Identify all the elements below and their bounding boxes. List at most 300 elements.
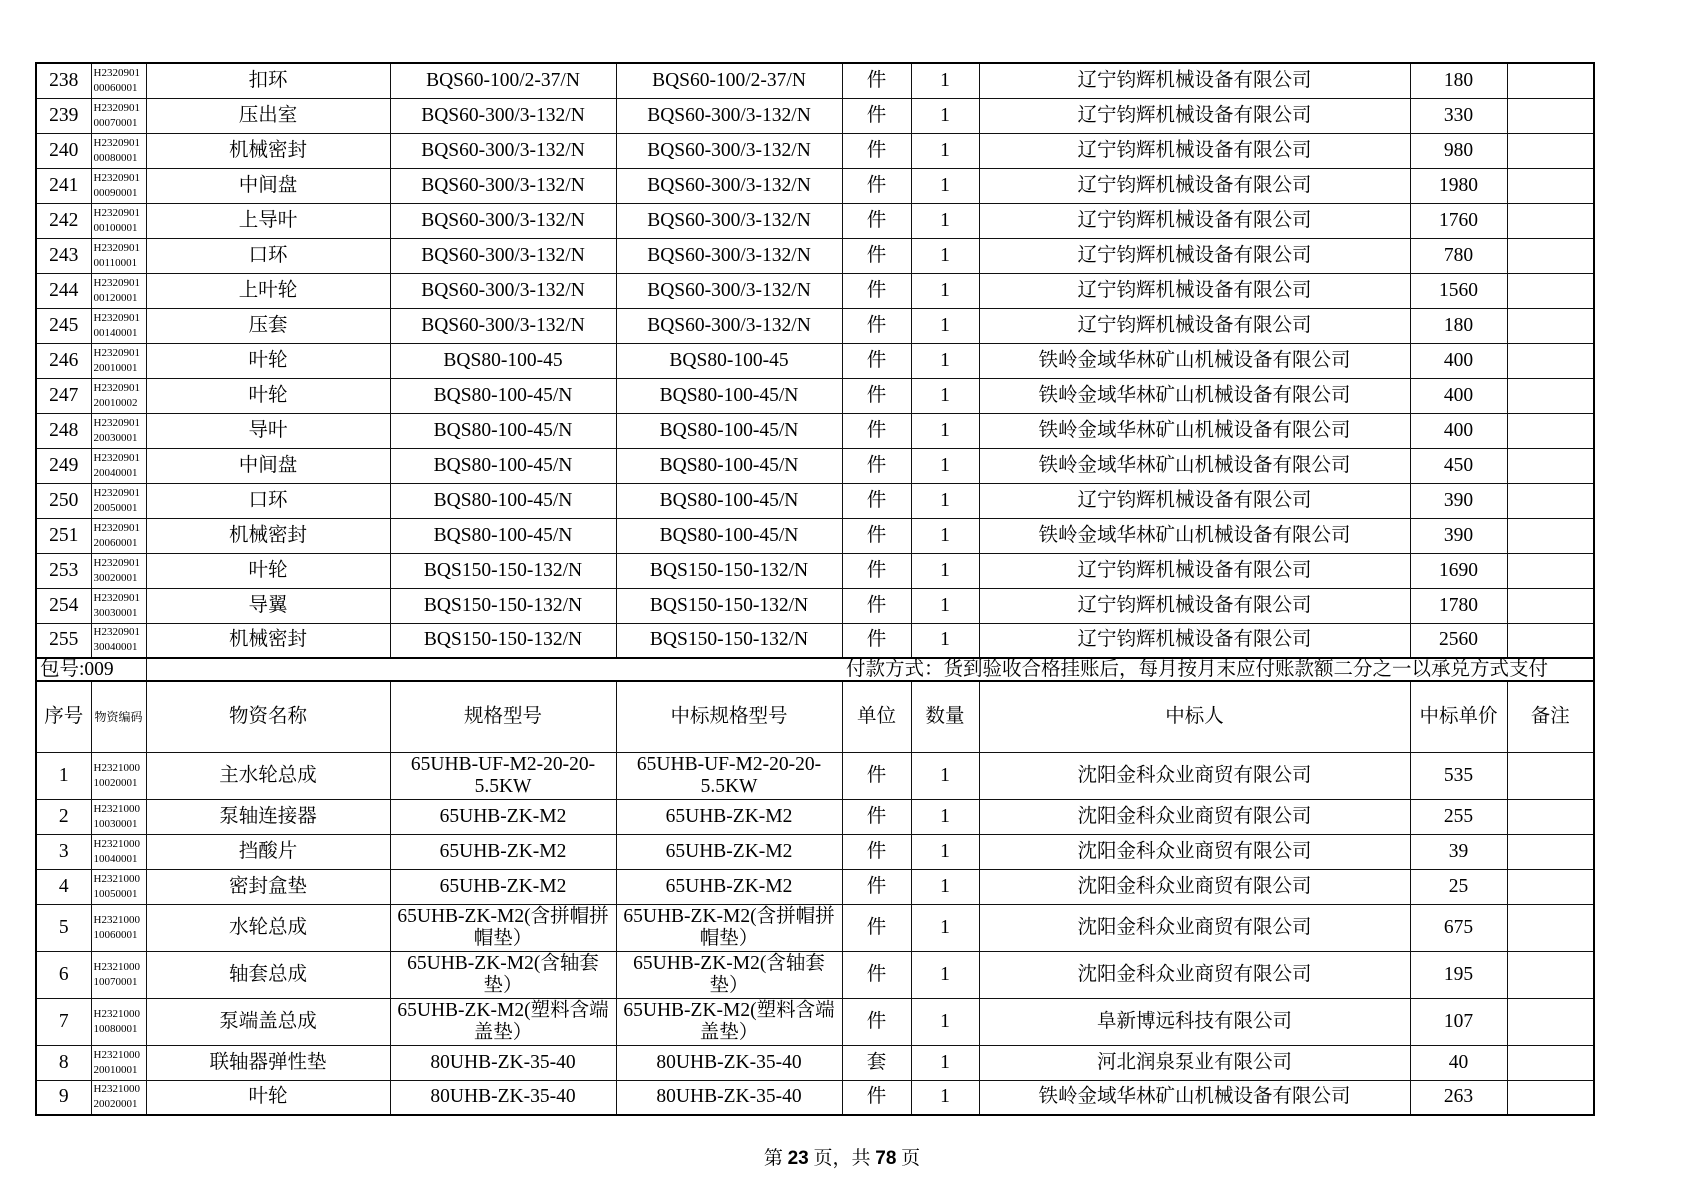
cell-material-code [91, 308, 146, 343]
cell-spec [390, 834, 616, 869]
cell-quantity: 1 [911, 834, 979, 869]
table-row [36, 343, 1594, 378]
cell-winning-spec [616, 413, 842, 448]
cell-seq: 254 [36, 588, 91, 623]
material-code-part-1: H2320901 [93, 276, 140, 289]
cell-material-name: 机械密封 [146, 623, 390, 658]
winning-spec-text: 80UHB-ZK-35-40 [656, 1051, 802, 1073]
cell-winning-bidder: 阜新博远科技有限公司 [979, 998, 1410, 1045]
spec-text: BQS60-300/3-132/N [421, 314, 585, 336]
cell-winning-spec [616, 553, 842, 588]
cell-spec [390, 168, 616, 203]
winning-spec-text: 65UHB-UF-M2-20-20-5.5KW [636, 753, 822, 797]
cell-seq: 255 [36, 623, 91, 658]
cell-spec [390, 518, 616, 553]
cell-winning-spec [616, 518, 842, 553]
cell-unit: 件 [842, 448, 911, 483]
spec-text: BQS60-300/3-132/N [421, 279, 585, 301]
cell-material-name: 中间盘 [146, 448, 390, 483]
cell-winning-spec [616, 63, 842, 98]
table-row [36, 203, 1594, 238]
column-header-quantity: 数量 [911, 681, 979, 752]
bid-results-table [35, 62, 1595, 1116]
cell-unit-price: 107 [1410, 998, 1507, 1045]
cell-seq: 241 [36, 168, 91, 203]
cell-remark [1507, 413, 1594, 448]
material-code-part-1: H2320901 [93, 521, 140, 534]
cell-spec [390, 553, 616, 588]
cell-unit: 件 [842, 951, 911, 998]
cell-winning-bidder: 沈阳金科众业商贸有限公司 [979, 869, 1410, 904]
cell-winning-bidder: 辽宁钧辉机械设备有限公司 [979, 63, 1410, 98]
cell-seq: 9 [36, 1080, 91, 1115]
cell-seq: 244 [36, 273, 91, 308]
cell-material-code [91, 623, 146, 658]
cell-material-code [91, 448, 146, 483]
spec-text: BQS60-300/3-132/N [421, 104, 585, 126]
cell-material-code [91, 63, 146, 98]
spec-text: BQS80-100-45/N [433, 524, 573, 546]
cell-winning-bidder: 铁岭金域华林矿山机械设备有限公司 [979, 1080, 1410, 1115]
cell-material-code [91, 203, 146, 238]
cell-unit: 件 [842, 273, 911, 308]
column-header-remark: 备注 [1507, 681, 1594, 752]
footer-prefix: 第 [763, 1148, 783, 1169]
winning-spec-text: BQS60-300/3-132/N [647, 104, 811, 126]
cell-material-name: 泵轴连接器 [146, 799, 390, 834]
cell-winning-bidder: 沈阳金科众业商贸有限公司 [979, 951, 1410, 998]
cell-spec [390, 133, 616, 168]
spec-text: BQS60-300/3-132/N [421, 174, 585, 196]
cell-quantity: 1 [911, 448, 979, 483]
table-row [36, 448, 1594, 483]
cell-material-name: 中间盘 [146, 168, 390, 203]
material-code-part-1: H2321000 [93, 802, 140, 815]
spec-text: 80UHB-ZK-35-40 [430, 1051, 576, 1073]
material-code-part-2: 00060001 [93, 81, 138, 94]
material-code-part-1: H2321000 [93, 761, 140, 774]
material-code-part-1: H2320901 [93, 486, 140, 499]
cell-quantity: 1 [911, 869, 979, 904]
cell-quantity: 1 [911, 168, 979, 203]
cell-material-code [91, 98, 146, 133]
cell-winning-spec [616, 343, 842, 378]
cell-winning-bidder: 辽宁钧辉机械设备有限公司 [979, 308, 1410, 343]
cell-material-code [91, 869, 146, 904]
table-row [36, 834, 1594, 869]
cell-unit-price: 25 [1410, 869, 1507, 904]
cell-winning-spec [616, 799, 842, 834]
table-row [36, 1080, 1594, 1115]
winning-spec-text: 65UHB-ZK-M2 [665, 875, 793, 897]
material-code-part-1: H2321000 [93, 1048, 140, 1061]
cell-unit: 件 [842, 133, 911, 168]
cell-winning-spec [616, 448, 842, 483]
cell-unit: 件 [842, 799, 911, 834]
spec-text: 65UHB-ZK-M2(塑料含端盖垫） [397, 999, 609, 1043]
cell-seq: 239 [36, 98, 91, 133]
cell-seq: 4 [36, 869, 91, 904]
cell-winning-bidder: 辽宁钧辉机械设备有限公司 [979, 133, 1410, 168]
cell-remark [1507, 588, 1594, 623]
total-pages: 78 [875, 1148, 897, 1169]
material-code-part-1: H2320901 [93, 591, 140, 604]
cell-material-name: 叶轮 [146, 1080, 390, 1115]
winning-spec-text: BQS80-100-45/N [659, 419, 799, 441]
material-code-part-1: H2320901 [93, 556, 140, 569]
material-code-part-2: 10070001 [93, 975, 138, 988]
winning-spec-text: 65UHB-ZK-M2 [665, 840, 793, 862]
cell-material-code [91, 413, 146, 448]
cell-winning-bidder: 辽宁钧辉机械设备有限公司 [979, 238, 1410, 273]
cell-winning-spec [616, 623, 842, 658]
column-header-spec: 规格型号 [390, 681, 616, 752]
cell-unit: 件 [842, 63, 911, 98]
cell-winning-bidder: 铁岭金域华林矿山机械设备有限公司 [979, 378, 1410, 413]
winning-spec-text: 65UHB-ZK-M2(含轴套垫） [633, 952, 825, 996]
table-row [36, 1045, 1594, 1080]
cell-winning-spec [616, 98, 842, 133]
winning-spec-text: BQS150-150-132/N [649, 629, 809, 651]
cell-winning-spec [616, 308, 842, 343]
cell-spec [390, 998, 616, 1045]
cell-material-name: 密封盒垫 [146, 869, 390, 904]
spec-text: BQS60-100/2-37/N [426, 69, 580, 91]
cell-remark [1507, 799, 1594, 834]
cell-unit: 件 [842, 168, 911, 203]
cell-winning-spec [616, 133, 842, 168]
material-code-part-2: 00070001 [93, 116, 138, 129]
cell-winning-bidder: 铁岭金域华林矿山机械设备有限公司 [979, 448, 1410, 483]
cell-quantity: 1 [911, 133, 979, 168]
cell-remark [1507, 448, 1594, 483]
spec-text: BQS60-300/3-132/N [421, 244, 585, 266]
cell-unit: 件 [842, 998, 911, 1045]
table-row [36, 133, 1594, 168]
cell-unit-price: 1560 [1410, 273, 1507, 308]
package-spacer [146, 658, 842, 681]
cell-quantity: 1 [911, 273, 979, 308]
cell-material-name: 机械密封 [146, 133, 390, 168]
material-code-part-2: 10020001 [93, 776, 138, 789]
cell-unit: 件 [842, 308, 911, 343]
cell-remark [1507, 203, 1594, 238]
cell-unit-price: 400 [1410, 378, 1507, 413]
cell-winning-spec [616, 1045, 842, 1080]
cell-quantity: 1 [911, 413, 979, 448]
table-row [36, 98, 1594, 133]
cell-quantity: 1 [911, 1045, 979, 1080]
spec-text: BQS150-150-132/N [423, 559, 583, 581]
cell-remark [1507, 343, 1594, 378]
cell-winning-bidder: 河北润泉泵业有限公司 [979, 1045, 1410, 1080]
spec-text: 65UHB-ZK-M2 [439, 805, 567, 827]
cell-unit: 件 [842, 413, 911, 448]
cell-winning-bidder: 辽宁钧辉机械设备有限公司 [979, 553, 1410, 588]
cell-unit-price: 1690 [1410, 553, 1507, 588]
cell-spec [390, 951, 616, 998]
winning-spec-text: BQS60-300/3-132/N [647, 139, 811, 161]
material-code-part-1: H2321000 [93, 913, 140, 926]
package-009-info [36, 658, 1594, 752]
winning-spec-text: BQS60-300/3-132/N [647, 279, 811, 301]
cell-winning-bidder: 沈阳金科众业商贸有限公司 [979, 752, 1410, 799]
cell-material-name: 压套 [146, 308, 390, 343]
material-code-part-2: 20050001 [93, 501, 138, 514]
cell-quantity: 1 [911, 623, 979, 658]
cell-material-code [91, 834, 146, 869]
table-row [36, 951, 1594, 998]
cell-material-name: 水轮总成 [146, 904, 390, 951]
table-row [36, 413, 1594, 448]
material-code-part-1: H2320901 [93, 241, 140, 254]
winning-spec-text: BQS80-100-45/N [659, 489, 799, 511]
winning-spec-text: BQS60-300/3-132/N [647, 244, 811, 266]
cell-unit-price: 255 [1410, 799, 1507, 834]
cell-unit: 件 [842, 343, 911, 378]
cell-material-name: 轴套总成 [146, 951, 390, 998]
material-code-part-2: 10030001 [93, 817, 138, 830]
cell-remark [1507, 553, 1594, 588]
cell-material-code [91, 752, 146, 799]
cell-unit-price: 195 [1410, 951, 1507, 998]
material-code-part-2: 20010001 [93, 361, 138, 374]
cell-unit-price: 180 [1410, 63, 1507, 98]
cell-winning-bidder: 辽宁钧辉机械设备有限公司 [979, 168, 1410, 203]
cell-spec [390, 203, 616, 238]
cell-quantity: 1 [911, 904, 979, 951]
cell-material-name: 导翼 [146, 588, 390, 623]
cell-spec [390, 238, 616, 273]
cell-winning-spec [616, 904, 842, 951]
cell-winning-spec [616, 273, 842, 308]
cell-material-name: 导叶 [146, 413, 390, 448]
winning-spec-text: BQS60-300/3-132/N [647, 174, 811, 196]
cell-spec [390, 799, 616, 834]
winning-spec-text: BQS150-150-132/N [649, 594, 809, 616]
spec-text: BQS80-100-45 [443, 349, 563, 371]
cell-material-name: 叶轮 [146, 343, 390, 378]
cell-material-code [91, 588, 146, 623]
cell-quantity: 1 [911, 518, 979, 553]
cell-winning-spec [616, 869, 842, 904]
winning-spec-text: 65UHB-ZK-M2(含拼帽拼帽垫） [623, 905, 835, 949]
table-row [36, 63, 1594, 98]
cell-winning-spec [616, 1080, 842, 1115]
column-header-winning-bidder: 中标人 [979, 681, 1410, 752]
cell-unit-price: 980 [1410, 133, 1507, 168]
material-code-part-1: H2321000 [93, 1007, 140, 1020]
spec-text: BQS80-100-45/N [433, 419, 573, 441]
cell-quantity: 1 [911, 752, 979, 799]
cell-remark [1507, 238, 1594, 273]
material-code-part-1: H2320901 [93, 626, 140, 639]
cell-material-name: 联轴器弹性垫 [146, 1045, 390, 1080]
cell-winning-spec [616, 834, 842, 869]
cell-spec [390, 413, 616, 448]
cell-unit: 件 [842, 623, 911, 658]
cell-spec [390, 98, 616, 133]
cell-quantity: 1 [911, 378, 979, 413]
cell-unit: 件 [842, 869, 911, 904]
winning-spec-text: 80UHB-ZK-35-40 [656, 1086, 802, 1108]
cell-material-code [91, 168, 146, 203]
cell-unit: 件 [842, 904, 911, 951]
cell-spec [390, 308, 616, 343]
cell-winning-bidder: 辽宁钧辉机械设备有限公司 [979, 483, 1410, 518]
material-code-part-2: 00100001 [93, 221, 138, 234]
cell-seq: 247 [36, 378, 91, 413]
spec-text: 65UHB-ZK-M2 [439, 875, 567, 897]
cell-winning-spec [616, 378, 842, 413]
cell-winning-spec [616, 998, 842, 1045]
cell-winning-spec [616, 168, 842, 203]
spec-text: BQS80-100-45/N [433, 454, 573, 476]
cell-spec [390, 63, 616, 98]
cell-unit: 件 [842, 752, 911, 799]
cell-seq: 253 [36, 553, 91, 588]
cell-quantity: 1 [911, 308, 979, 343]
cell-winning-spec [616, 951, 842, 998]
cell-seq: 3 [36, 834, 91, 869]
cell-remark [1507, 1080, 1594, 1115]
cell-spec [390, 1045, 616, 1080]
cell-seq: 240 [36, 133, 91, 168]
material-code-part-1: H2320901 [93, 416, 140, 429]
cell-material-name: 叶轮 [146, 553, 390, 588]
material-code-part-1: H2320901 [93, 66, 140, 79]
table-row [36, 273, 1594, 308]
spec-text: BQS150-150-132/N [423, 594, 583, 616]
cell-material-name: 扣环 [146, 63, 390, 98]
cell-material-code [91, 343, 146, 378]
cell-unit-price: 2560 [1410, 623, 1507, 658]
table-row [36, 378, 1594, 413]
cell-material-code [91, 238, 146, 273]
spec-text: 65UHB-ZK-M2 [439, 840, 567, 862]
cell-unit-price: 330 [1410, 98, 1507, 133]
cell-material-name: 口环 [146, 483, 390, 518]
cell-unit-price: 675 [1410, 904, 1507, 951]
winning-spec-text: BQS60-300/3-132/N [647, 314, 811, 336]
material-code-part-2: 30040001 [93, 641, 138, 654]
material-code-part-1: H2321000 [93, 837, 140, 850]
cell-quantity: 1 [911, 63, 979, 98]
cell-unit: 件 [842, 588, 911, 623]
material-code-part-2: 30030001 [93, 606, 138, 619]
spec-text: BQS60-300/3-132/N [421, 209, 585, 231]
cell-material-code [91, 133, 146, 168]
material-code-part-1: H2320901 [93, 311, 140, 324]
cell-material-name: 主水轮总成 [146, 752, 390, 799]
cell-quantity: 1 [911, 998, 979, 1045]
cell-unit-price: 1780 [1410, 588, 1507, 623]
cell-unit-price: 450 [1410, 448, 1507, 483]
cell-unit: 件 [842, 553, 911, 588]
material-code-part-1: H2320901 [93, 346, 140, 359]
cell-seq: 8 [36, 1045, 91, 1080]
cell-unit-price: 39 [1410, 834, 1507, 869]
cell-winning-spec [616, 483, 842, 518]
cell-unit: 件 [842, 203, 911, 238]
cell-material-name: 叶轮 [146, 378, 390, 413]
cell-unit-price: 535 [1410, 752, 1507, 799]
page-number: 23 [787, 1148, 809, 1169]
cell-material-code [91, 483, 146, 518]
cell-unit-price: 1980 [1410, 168, 1507, 203]
spec-text: BQS60-300/3-132/N [421, 139, 585, 161]
cell-quantity: 1 [911, 799, 979, 834]
material-code-part-2: 00090001 [93, 186, 138, 199]
column-header-material-code: 物资编码 [91, 681, 146, 752]
cell-material-code [91, 998, 146, 1045]
material-code-part-2: 00080001 [93, 151, 138, 164]
material-code-part-2: 10050001 [93, 887, 138, 900]
table-row [36, 553, 1594, 588]
cell-material-name: 挡酸片 [146, 834, 390, 869]
table-row [36, 588, 1594, 623]
cell-seq: 243 [36, 238, 91, 273]
material-code-part-1: H2320901 [93, 136, 140, 149]
cell-spec [390, 904, 616, 951]
material-code-part-2: 00140001 [93, 326, 138, 339]
spec-text: BQS80-100-45/N [433, 489, 573, 511]
cell-remark [1507, 518, 1594, 553]
winning-spec-text: BQS60-300/3-132/N [647, 209, 811, 231]
cell-remark [1507, 483, 1594, 518]
cell-material-name: 上导叶 [146, 203, 390, 238]
cell-spec [390, 273, 616, 308]
cell-remark [1507, 752, 1594, 799]
table-row [36, 904, 1594, 951]
cell-material-code [91, 799, 146, 834]
material-code-part-2: 30020001 [93, 571, 138, 584]
winning-spec-text: 65UHB-ZK-M2 [665, 805, 793, 827]
package-009-rows [36, 752, 1594, 1115]
material-code-part-1: H2320901 [93, 206, 140, 219]
winning-spec-text: BQS80-100-45 [669, 349, 789, 371]
table-row [36, 799, 1594, 834]
material-code-part-2: 10080001 [93, 1022, 138, 1035]
cell-spec [390, 343, 616, 378]
cell-spec [390, 483, 616, 518]
table-row [36, 483, 1594, 518]
winning-spec-text: BQS80-100-45/N [659, 454, 799, 476]
material-code-part-1: H2320901 [93, 101, 140, 114]
cell-unit-price: 400 [1410, 413, 1507, 448]
cell-remark [1507, 98, 1594, 133]
cell-remark [1507, 63, 1594, 98]
material-code-part-2: 20060001 [93, 536, 138, 549]
cell-remark [1507, 273, 1594, 308]
cell-winning-bidder: 辽宁钧辉机械设备有限公司 [979, 273, 1410, 308]
material-code-part-1: H2320901 [93, 171, 140, 184]
table-row [36, 869, 1594, 904]
cell-material-name: 压出室 [146, 98, 390, 133]
cell-winning-bidder: 铁岭金域华林矿山机械设备有限公司 [979, 518, 1410, 553]
footer-suffix: 页 [901, 1148, 921, 1169]
cell-unit: 件 [842, 98, 911, 133]
cell-material-code [91, 553, 146, 588]
column-header-unit-price: 中标单价 [1410, 681, 1507, 752]
cell-seq: 251 [36, 518, 91, 553]
table-row [36, 168, 1594, 203]
table-row [36, 752, 1594, 799]
cell-remark [1507, 869, 1594, 904]
cell-quantity: 1 [911, 1080, 979, 1115]
column-header-seq: 序号 [36, 681, 91, 752]
cell-quantity: 1 [911, 238, 979, 273]
